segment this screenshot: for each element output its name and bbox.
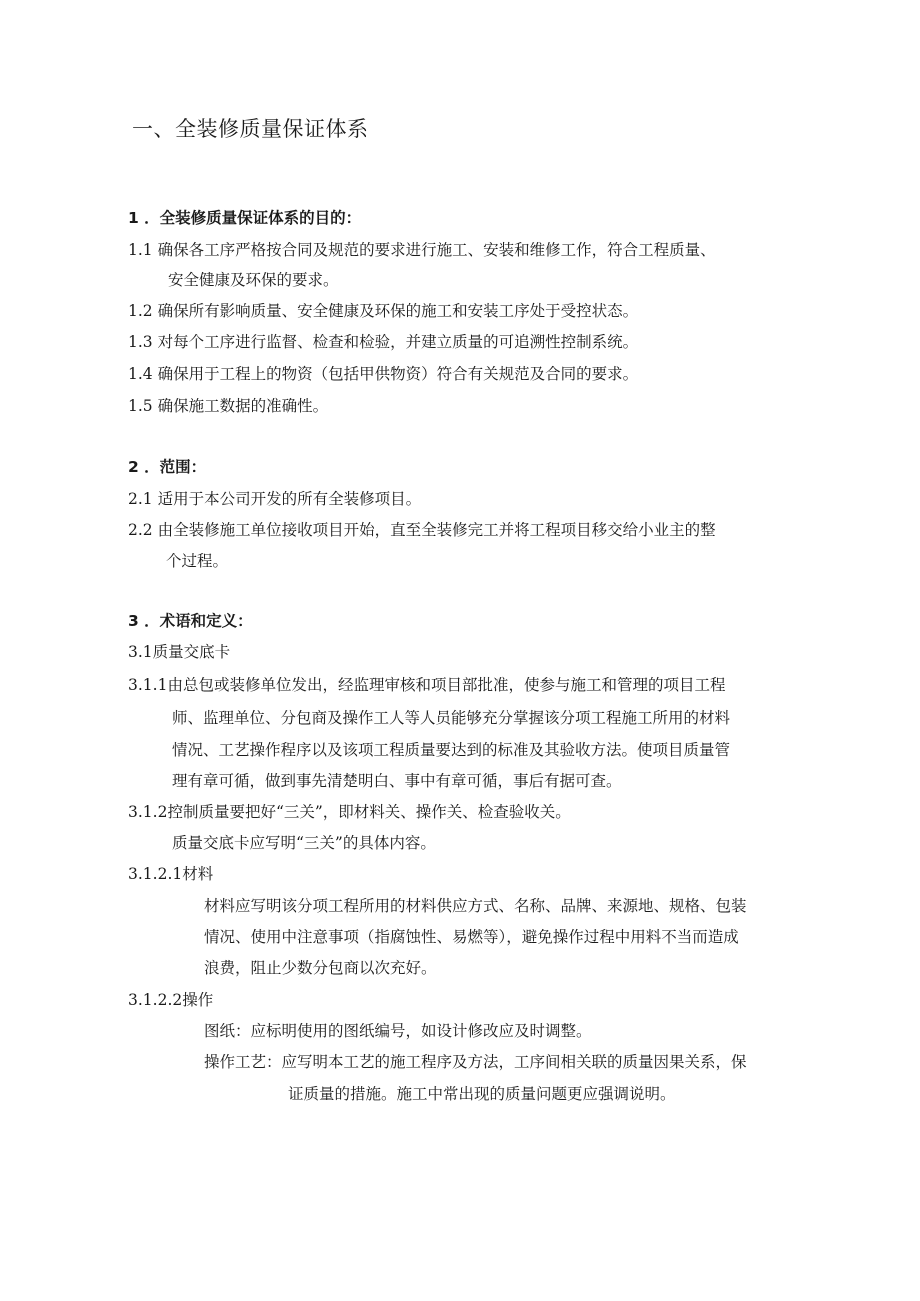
item-2-2-cont: 个过程。: [166, 552, 229, 570]
page-title: 一、全装修质量保证体系: [132, 117, 369, 141]
section-2-heading: 2 ．范围：: [128, 458, 207, 476]
item-3-1-1-cont-3: 理有章可循，做到事先清楚明白、事中有章可循，事后有据可查。: [172, 772, 622, 790]
item-1-1-cont: 安全健康及环保的要求。: [168, 271, 339, 289]
item-3-1-1-cont-1: 师、监理单位、分包商及操作工人等人员能够充分掌握该分项工程施工所用的材料: [172, 709, 731, 727]
material-line-2: 情况、使用中注意事项（指腐蚀性、易燃等），避免操作过程中用料不当而造成: [204, 928, 739, 946]
item-3-1-2: 3.1.2控制质量要把好“三关”，即材料关、操作关、检查验收关。: [128, 803, 571, 821]
item-3-1-2-2: 3.1.2.2操作: [128, 991, 214, 1009]
section-1-heading: 1 ．全装修质量保证体系的目的：: [128, 209, 362, 227]
material-line-1: 材料应写明该分项工程所用的材料供应方式、名称、品牌、来源地、规格、包装: [204, 897, 747, 915]
item-1-1: 1.1 确保各工序严格按合同及规范的要求进行施工、安装和维修工作，符合工程质量、: [128, 241, 716, 259]
item-3-1-1-cont-2: 情况、工艺操作程序以及该项工程质量要达到的标准及其验收方法。使项目质量管: [172, 741, 731, 759]
item-3-1-2-1: 3.1.2.1材料: [128, 865, 214, 883]
operation-process: 操作工艺：应写明本工艺的施工程序及方法，工序间相关联的质量因果关系，保: [204, 1053, 747, 1071]
item-3-1: 3.1质量交底卡: [128, 643, 231, 661]
item-2-1: 2.1 适用于本公司开发的所有全装修项目。: [128, 490, 422, 508]
item-1-5: 1.5 确保施工数据的准确性。: [128, 397, 329, 415]
item-3-1-2-cont: 质量交底卡应写明“三关”的具体内容。: [172, 834, 436, 852]
item-3-1-1: 3.1.1由总包或装修单位发出，经监理审核和项目部批准，使参与施工和管理的项目工程: [128, 676, 726, 694]
item-1-2: 1.2 确保所有影响质量、安全健康及环保的施工和安装工序处于受控状态。: [128, 302, 639, 320]
item-2-2: 2.2 由全装修施工单位接收项目开始，直至全装修完工并将工程项目移交给小业主的整: [128, 521, 716, 539]
item-1-3: 1.3 对每个工序进行监督、检查和检验，并建立质量的可追溯性控制系统。: [128, 333, 639, 351]
material-line-3: 浪费，阻止少数分包商以次充好。: [204, 959, 437, 977]
item-1-4: 1.4 确保用于工程上的物资（包括甲供物资）符合有关规范及合同的要求。: [128, 365, 639, 383]
section-3-heading: 3 ．术语和定义：: [128, 612, 253, 630]
operation-drawings: 图纸：应标明使用的图纸编号，如设计修改应及时调整。: [204, 1022, 592, 1040]
operation-process-cont: 证质量的措施。施工中常出现的质量问题更应强调说明。: [288, 1085, 676, 1103]
